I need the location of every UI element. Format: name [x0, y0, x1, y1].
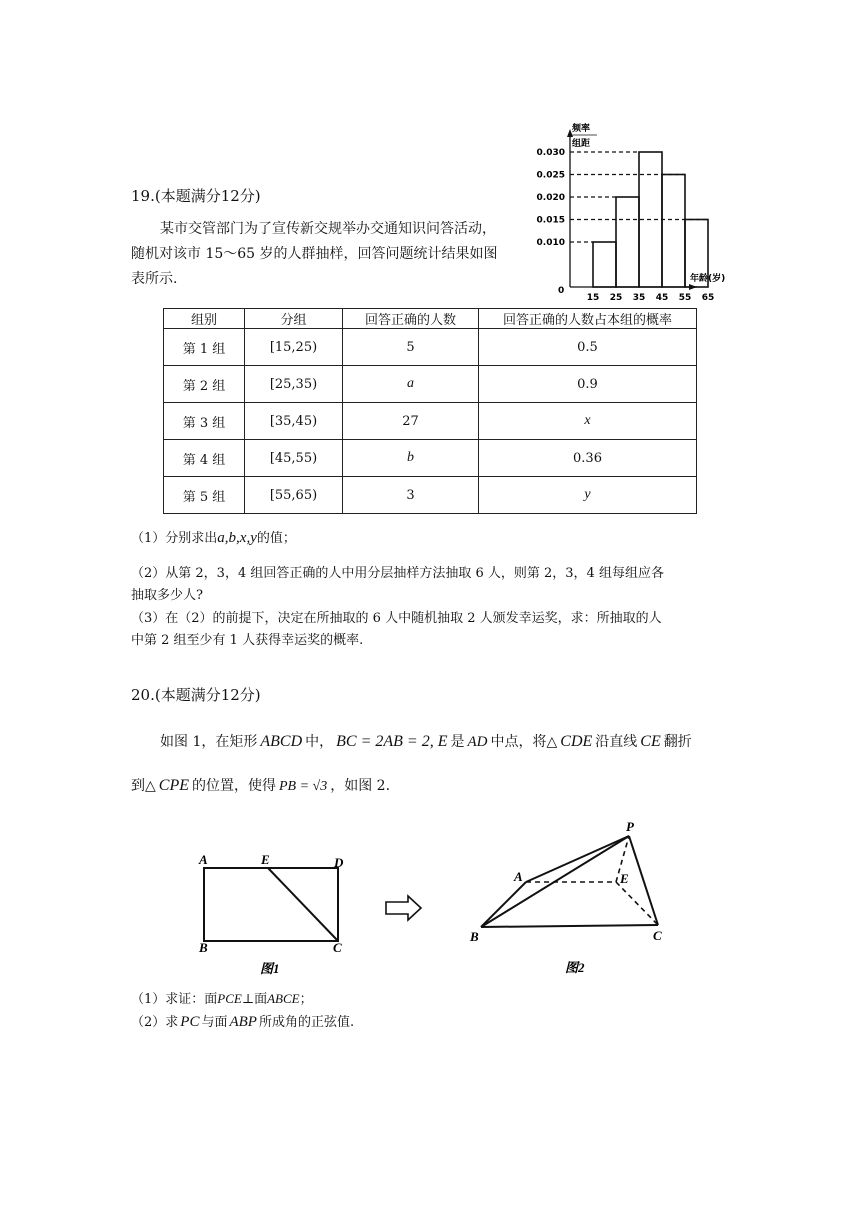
fig1-label-c: C	[333, 940, 342, 955]
geometry-figures	[180, 815, 700, 985]
fig1-label-a: A	[199, 852, 208, 867]
histogram-bar	[593, 242, 616, 287]
cell-count: 5	[343, 329, 479, 366]
q20-text: ，如图 2.	[330, 778, 391, 794]
x-tick-label: 15	[586, 293, 600, 303]
x-tick-label: 35	[632, 293, 646, 303]
y-tick-label: 0.015	[536, 215, 565, 226]
header-correct-count: 回答正确的人数	[343, 309, 479, 329]
fig1-label-b: B	[199, 940, 208, 955]
cell-group: 第 3 组	[164, 403, 245, 440]
cell-range: [25,35)	[245, 366, 343, 403]
q20-math-rect: ABCD	[260, 733, 303, 750]
histogram-bar	[616, 197, 639, 287]
cell-ratio: 0.5	[479, 329, 697, 366]
q20-math-pb: PB = √3	[279, 779, 328, 794]
q19-part1-text-b: 的值；	[256, 531, 296, 546]
q19-part2-line2: 抽取多少人?	[131, 588, 203, 603]
q19-part1	[131, 526, 296, 551]
cell-count: b	[343, 440, 479, 477]
x-tick-label: 45	[655, 293, 669, 303]
q20-text: 沿直线	[595, 734, 638, 750]
ylabel-bottom: 组距	[572, 139, 591, 149]
fig2-label-e: E	[620, 871, 629, 886]
fig1-caption: 图1	[260, 961, 280, 976]
x-tick-label: 25	[609, 293, 623, 303]
x-tick-label: 55	[678, 293, 692, 303]
cell-count: a	[343, 366, 479, 403]
cell-ratio: 0.9	[479, 366, 697, 403]
table-row	[164, 403, 697, 440]
q20-part2-text: 所成角的正弦值.	[258, 1015, 355, 1030]
fig2-label-c: C	[653, 928, 662, 943]
q19-part1-vars: a,b,x,y	[217, 530, 257, 546]
q20-part1-text: ；	[299, 992, 313, 1007]
y-tick-label: 0.025	[536, 170, 565, 181]
q19-part3	[131, 608, 662, 652]
cell-group: 第 1 组	[164, 329, 245, 366]
ylabel-top: 频率	[572, 124, 591, 134]
q20-heading: 20.(本题满分12分)	[131, 686, 261, 704]
fig2-label-a: A	[514, 869, 523, 884]
figure-2-pyramid	[469, 819, 662, 975]
cell-range: [55,65)	[245, 477, 343, 514]
q19-part3-line1: （3）在（2）的前提下，决定在所抽取的 6 人中随机抽取 2 人颁发幸运奖，求：所抽取的人	[131, 611, 662, 626]
q20-part2-math: PC	[180, 1014, 200, 1030]
y-tick-label: 0.030	[536, 148, 565, 158]
table-row	[164, 440, 697, 477]
cell-ratio: y	[479, 477, 697, 514]
cell-count: 27	[343, 403, 479, 440]
q19-part3-line2: 中第 2 组至少有 1 人获得幸运奖的概率.	[131, 633, 364, 648]
cell-range: [35,45)	[245, 403, 343, 440]
fig2-label-b: B	[470, 929, 479, 944]
results-table	[163, 308, 697, 514]
table-row	[164, 329, 697, 366]
q20-text: 中点，将△	[490, 734, 558, 750]
q20-part1-text: （1）求证：面	[131, 992, 218, 1007]
y-tick-label: 0.020	[536, 193, 565, 203]
figure-1-rectangle	[198, 852, 344, 976]
q20-part1-text: ⊥面	[241, 992, 268, 1007]
cell-range: [45,55)	[245, 440, 343, 477]
table-row	[164, 366, 697, 403]
q20-text: 的位置，使得	[192, 778, 276, 794]
fig2-label-p: P	[626, 819, 634, 834]
x-tick-label: 65	[701, 293, 715, 303]
fig2-caption: 图2	[565, 960, 585, 975]
q20-text: 中，	[305, 734, 334, 750]
q20-math-ce: CE	[640, 733, 661, 750]
table-row	[164, 477, 697, 514]
q20-text: 是	[450, 734, 465, 750]
q20-math-cpe: CPE	[158, 777, 189, 794]
cell-ratio: 0.36	[479, 440, 697, 477]
q20-math-ad: AD	[467, 734, 488, 750]
header-correct-ratio: 回答正确的人数占本组的概率	[479, 309, 697, 329]
q20-part2-text: 与面	[201, 1015, 228, 1030]
cell-group: 第 2 组	[164, 366, 245, 403]
q20-part1-math: PCE	[217, 991, 242, 1006]
segment-ec	[268, 868, 338, 941]
q20-part2-text: （2）求	[131, 1015, 179, 1030]
x-axis-label: 年龄(岁)	[690, 274, 726, 284]
cell-range: [15,25)	[245, 329, 343, 366]
frequency-histogram	[525, 115, 750, 305]
histogram-bar	[662, 175, 685, 288]
q19-intro-line1: 某市交管部门为了宣传新交规举办交通知识问答活动，	[160, 221, 496, 237]
q20-part2-math: ABP	[229, 1014, 257, 1030]
table-header-row	[164, 309, 697, 329]
cell-ratio: x	[479, 403, 697, 440]
q20-line1	[160, 729, 692, 755]
q20-math-cde: CDE	[560, 733, 593, 750]
q20-text: 到△	[131, 778, 156, 794]
y-tick-label: 0.010	[536, 238, 565, 248]
q20-math-condition: BC = 2AB = 2, E	[336, 733, 448, 750]
transform-arrow-icon	[386, 896, 421, 920]
q20-text: 翻折	[663, 734, 692, 750]
q20-part1-math: ABCE	[267, 991, 300, 1006]
q19-part1-text-a: （1）分别求出	[131, 531, 218, 546]
histogram-axes	[567, 129, 697, 290]
origin-label: 0	[558, 286, 565, 296]
cell-group: 第 5 组	[164, 477, 245, 514]
q19-part2-line1: （2）从第 2，3，4 组回答正确的人中用分层抽样方法抽取 6 人，则第 2，3，4 组每组应各	[131, 566, 664, 581]
cell-group: 第 4 组	[164, 440, 245, 477]
q19-intro-line2: 随机对该市 15～65 岁的人群抽样，回答问题统计结果如图	[131, 246, 498, 262]
q20-line2	[131, 773, 390, 799]
cell-count: 3	[343, 477, 479, 514]
fig1-label-d: D	[334, 855, 344, 870]
q20-text: 如图 1，在矩形	[160, 734, 258, 750]
header-group: 组别	[164, 309, 245, 329]
header-range: 分组	[245, 309, 343, 329]
fig1-label-e: E	[261, 852, 270, 867]
q19-part2	[131, 563, 664, 607]
q19-heading: 19.(本题满分12分)	[131, 187, 261, 205]
q19-intro-line3: 表所示.	[131, 271, 178, 287]
q20-part2	[131, 1011, 354, 1034]
q20-part1	[131, 988, 313, 1011]
